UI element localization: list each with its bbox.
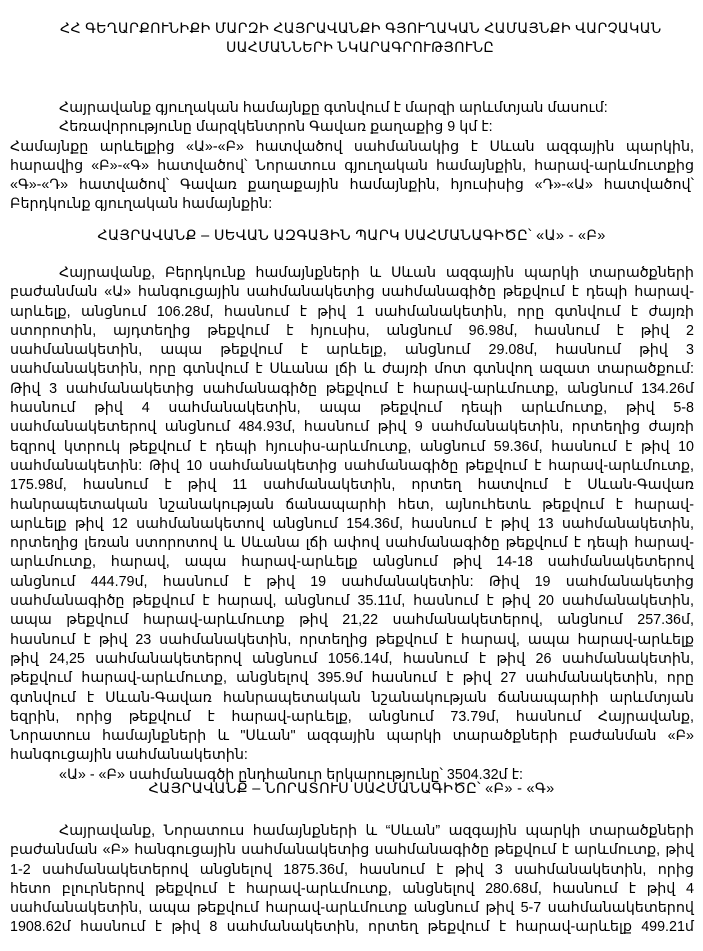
text-line: եզրով կտրուկ թեքվում է դեպի հյուսիս-արևմուտք, անցնում 59.36մ, հասնում է թիվ 10 xyxy=(10,438,694,455)
intro-paragraph xyxy=(10,99,694,215)
text-line: Հայրավանք, Բերդկունք համայնքների և Սևան ազգային պարկի տարածքների xyxy=(59,265,694,281)
text-line: անցնում 444.79մ, հասնում է թիվ 19 սահմանակետին: Թիվ 19 սահմանակետից xyxy=(10,573,694,590)
text-line: Համայնքը արևելքից «Ա»-«Բ» հատվածով սահմանակից է Սևան ազգային պարկին, xyxy=(10,138,694,155)
text-line: 175.98մ, հասնում է թիվ 11 սահմանակետին, որտեղ հատվում է Սևան-Գավառ xyxy=(10,477,694,494)
text-line: «Գ»-«Դ» հատվածով՝ Գավառ քաղաքային համայնքին, հյուսիսից «Դ»-«Ա» հատվածով՝ xyxy=(10,177,694,194)
text-line: ստորոտին, այդտեղից թեքվում է հյուսիս, անցնում 96.98մ, հասնում է թիվ 2 xyxy=(10,322,694,339)
text-line: սահմանակետին, ապա թեքվում հարավ-արևմուտք անցնում թիվ 5-7 սահմանակետերով xyxy=(10,900,694,917)
text-line: բաժանման «Ա» հանգուցային սահմանակետից սահմանագիծը թեքվում է դեպի հարավ- xyxy=(10,284,694,301)
text-line: հանգուցային սահմանակետին: xyxy=(10,747,248,764)
text-line: Հայրավանք, Նորատուս համայնքների և “Սևան” ազգային պարկի տարածքների xyxy=(59,823,694,839)
text-line: հասնում է թիվ 23 սահմանակետին, որտեղից թեքվում է հարավ, ապա հարավ-արևելք xyxy=(10,631,694,648)
text-line: Հեռավորությունը մարզկենտրոն Գավառ քաղաքից 9 կմ է: xyxy=(59,119,493,136)
text-line: սահմանակետին, ապա թեքվում է արևելք, անցնում 29.08մ, հասնում թիվ 3 xyxy=(10,342,694,359)
text-line: արևելք, անցնում 106.28մ, հասնում է թիվ 1 սահմանակետին, որը գտնվում է ժայռի xyxy=(10,303,694,320)
total-length-line: «Ա» - «Բ» սահմանագծի ընդհանուր երկարությունը՝ 3504.32մ է: xyxy=(59,766,523,783)
text-line: բաժանման «Բ» հանգուցային սահմանակետից սահմանագիծը թեքվում է արևմուտք, թիվ xyxy=(10,842,694,859)
section-heading-1: ՀԱՅՐԱՎԱՆՔ – ՍԵՎԱՆ ԱԶԳԱՅԻՆ ՊԱՐԿ ՍԱՀՄԱՆԱԳԻԾԸ՝ «Ա» - «Բ» xyxy=(97,228,606,244)
text-line: սահմանակետերով անցնում 484.93մ, հասնում թիվ 9 սահմանակետին, որտեղից ժայռի xyxy=(10,419,694,436)
text-line: հետո բլուրներով թեքվում է հարավ-արևմուտք, անցնելով 280.68մ, հասնում է թիվ 4 xyxy=(10,880,694,897)
text-line: սահմանագիծը թեքվում է հարավ, անցնում 35.11մ, հասնում է թիվ 20 սահմանակետին, xyxy=(10,593,694,610)
text-line: 1908.62մ հասնում է թիվ 8 սահմանակետին, որտեղ թեքվում է հարավ-արևելք 499.21մ xyxy=(10,919,694,936)
section-2-paragraph xyxy=(10,822,694,938)
text-line: Հայրավանք գյուղական համայնքը գտնվում է մարզի արևմտյան մասում: xyxy=(59,100,608,116)
text-line: սահմանակետին: Թիվ 10 սահմանակետից սահմանագիծը թեքվում է հարավ-արևմուտք, xyxy=(10,457,694,474)
text-line: արևելք թիվ 12 սահմանակետով անցնում 154.36մ, հասնում է թիվ 13 սահմանակետին, xyxy=(10,515,694,532)
text-line: գտնվում է Սևան-Գավառ հանրապետական նշանակության ճանապարհի արևմտյան xyxy=(10,689,694,706)
text-line: արևմուտք, հարավ, ապա հարավ-արևելք անցնում թիվ 14-18 սահմանակետերով xyxy=(10,554,694,571)
text-line: թեքվում հարավ-արևմուտք, անցնելով 395.9մ հասնում է թիվ 27 սահմանակետին, որը xyxy=(10,670,694,687)
section-1-paragraph xyxy=(10,264,694,785)
text-line: հասնում թիվ 4 սահմանակետին, ապա թեքվում դեպի արևմուտք, թիվ 5-8 xyxy=(10,400,694,417)
text-line: Թիվ 3 սահմանակետից սահմանագիծը թեքվում է հարավ-արևմուտք, անցնում 134.26մ xyxy=(10,380,694,397)
text-line: հանրապետական նշանակության ճանապարհի հետ, այնուհետև թեքվում է հարավ- xyxy=(10,496,694,513)
text-line: 1-2 սահմանակետերով անցնելով 1875.36մ, հասնում է թիվ 3 սահմանակետին, որից xyxy=(10,861,694,878)
title-line-2: ՍԱՀՄԱՆՆԵՐԻ ՆԿԱՐԱԳՐՈՒԹՅՈՒՆԸ xyxy=(225,40,495,56)
text-line: որտեղից լեռան ստորոտով և Սևանա լճի ափով սահմանագիծը թեքվում է դեպի հարավ- xyxy=(10,535,694,552)
text-line: սահմանակետին, որը գտնվում է Սևանա լճի և ժայռի մոտ գտնվող ազատ տարածքում: xyxy=(10,361,694,378)
text-line: հարավից «Բ»-«Գ» հատվածով՝ Նորատուս գյուղական համայնքին, հարավ-արևմուտքից xyxy=(10,157,694,174)
section-heading-2: ՀԱՅՐԱՎԱՆՔ – ՆՈՐԱՏՈՒՍ ՍԱՀՄԱՆԱԳԻԾԸ՝ «Բ» - «Գ» xyxy=(148,781,555,797)
text-line: ապա թեքվում հարավ-արևմուտք թիվ 21,22 սահմանակետերով, անցնում 257.36մ, xyxy=(10,612,694,629)
text-line: եզրին, որից թեքվում է հարավ-արևելք, անցնում 73.79մ, հասնում Հայրավանք, xyxy=(10,708,694,725)
document-title xyxy=(60,20,660,58)
title-line-1: ՀՀ ԳԵՂԱՐՔՈՒՆԻՔԻ ՄԱՐԶԻ ՀԱՅՐԱՎԱՆՔԻ ԳՅՈՒՂԱԿԱՆ ՀԱՄԱՅՆՔԻ ՎԱՐՉԱԿԱՆ xyxy=(60,21,662,37)
text-line: Բերդկունք գյուղական համայնքին: xyxy=(10,196,273,213)
text-line: Նորատուս համայնքների և "Սևան" ազգային պարկի տարածքների բաժանման «Բ» xyxy=(10,728,694,745)
text-line: թիվ 24,25 սահմանակետերով անցնում 1056.14մ, հասնում է թիվ 26 սահմանակետին, xyxy=(10,650,694,667)
